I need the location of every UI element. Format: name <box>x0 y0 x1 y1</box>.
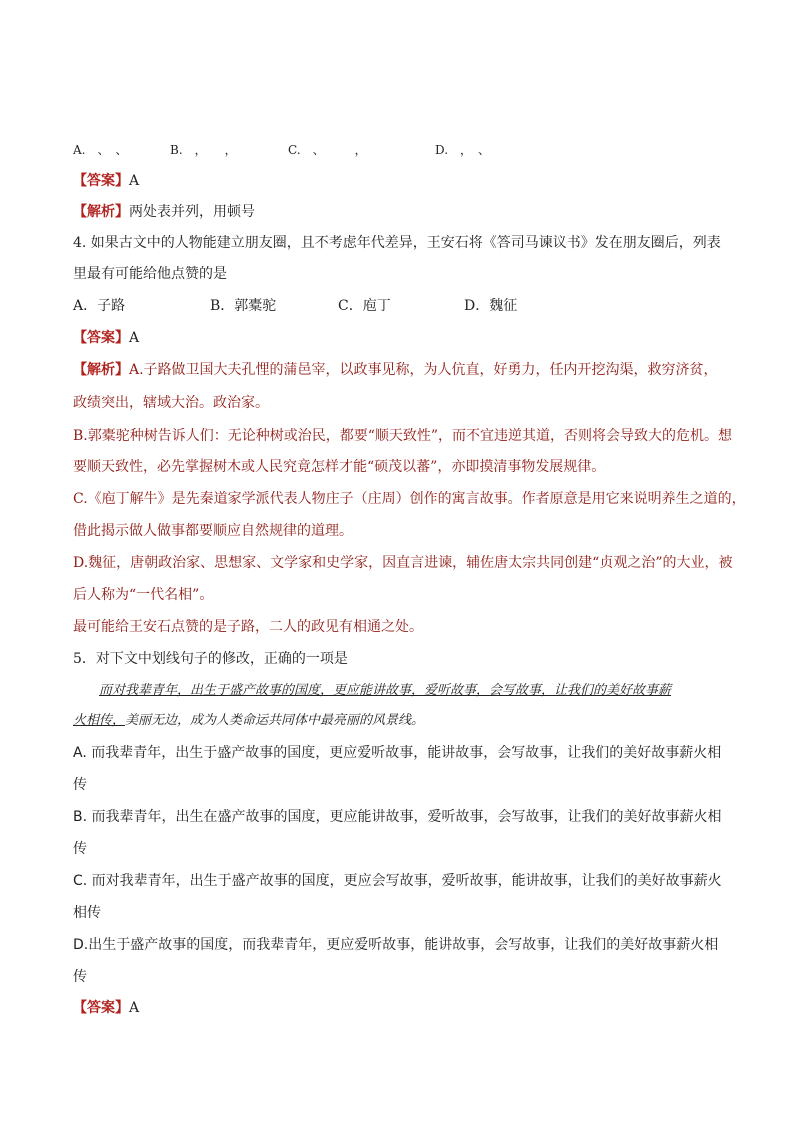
q3-analysis-line <box>73 202 255 222</box>
q4-answer: A <box>129 330 140 346</box>
q5-answer-line <box>73 998 139 1018</box>
q3-option-d: D. ， 、 <box>435 143 491 157</box>
q5-option-a-2: 传 <box>73 777 87 793</box>
q5-option-c-1: C. 而对我辈青年，出生于盛产故事的国度，更应会写故事，爱听故事，能讲故事，让我们的美好故事薪火 <box>73 873 722 889</box>
q5-answer: A <box>129 1000 140 1016</box>
q4-option-b: B．郭橐驼 <box>210 298 277 314</box>
q4-analysis-4: 要顺天致性，必先掌握树木或人民究竟怎样才能“硕茂以蕃”，亦即摸清事物发展规律。 <box>73 459 606 475</box>
q5-passage-1: 而对我辈青年，出生于盛产故事的国度，更应能讲故事，爱听故事，会写故事，让我们的美好故事薪 <box>99 683 672 698</box>
analysis-tag: 【解析】 <box>73 362 129 378</box>
answer-tag: 【答案】 <box>73 1000 129 1016</box>
q4-analysis-2: 政绩突出，辖域大治。政治家。 <box>73 395 269 411</box>
q4-analysis-5: C.《庖丁解牛》是先秦道家学派代表人物庄子（庄周）创作的寓言故事。作者原意是用它来说明养生之道的， <box>73 491 746 507</box>
q5-option-a-1: A. 而我辈青年，出生于盛产故事的国度，更应爱听故事，能讲故事，会写故事，让我们的美好故事薪火相 <box>73 745 722 761</box>
q3-option-c: C. 、 ， <box>288 143 367 157</box>
answer-tag: 【答案】 <box>73 330 129 346</box>
q4-analysis-7: D.魏征，唐朝政治家、思想家、文学家和史学家，因直言进谏，辅佐唐太宗共同创建“贞观之治”的大业，被 <box>73 555 733 571</box>
q4-analysis-line-1 <box>73 360 718 380</box>
analysis-tag: 【解析】 <box>73 204 129 220</box>
q4-analysis-1: A.子路做卫国大夫孔悝的蒲邑宰，以政事见称，为人伉直，好勇力，任内开挖沟渠，救穷济贫， <box>129 362 718 378</box>
q4-option-c: C．庖丁 <box>338 298 391 314</box>
q5-option-d-2: 传 <box>73 969 87 985</box>
q4-analysis-6: 借此揭示做人做事都要顺应自然规律的道理。 <box>73 523 353 539</box>
answer-tag: 【答案】 <box>73 173 129 189</box>
q3-analysis: 两处表并列，用顿号 <box>129 204 255 220</box>
q3-option-b: B. ， ， <box>170 143 237 157</box>
q5-passage-2: 火相传， <box>73 713 126 728</box>
q5-passage-3: 美丽无边，成为人类命运共同体中最亮丽的风景线。 <box>125 713 425 728</box>
q3-option-a: A. 、 、 <box>73 143 128 157</box>
q5-option-b-2: 传 <box>73 841 87 857</box>
q4-analysis-8: 后人称为“一代名相”。 <box>73 587 214 603</box>
q5-option-d-1: D.出生于盛产故事的国度，而我辈青年，更应爱听故事，能讲故事，会写故事，让我们的美好故事薪火相 <box>73 937 719 953</box>
q3-answer-line <box>73 171 139 191</box>
q4-stem-2: 里最有可能给他点赞的是 <box>73 266 227 282</box>
q4-option-d: D．魏征 <box>464 298 518 314</box>
q4-answer-line <box>73 328 139 348</box>
q5-stem: 5．对下文中划线句子的修改，正确的一项是 <box>73 651 348 667</box>
q4-stem-1: 4. 如果古文中的人物能建立朋友圈，且不考虑年代差异，王安石将《答司马谏议书》发在朋友圈后，列表 <box>73 235 721 251</box>
q5-option-b-1: B. 而我辈青年，出生在盛产故事的国度，更应能讲故事，爱听故事，会写故事，让我们的美好故事薪火相 <box>73 809 722 825</box>
q5-passage-line-2 <box>73 710 424 731</box>
q5-option-c-2: 相传 <box>73 905 101 921</box>
q4-analysis-9: 最可能给王安石点赞的是子路，二人的政见有相通之处。 <box>73 619 423 635</box>
q3-answer: A <box>129 173 140 189</box>
q5-passage-line-1 <box>99 680 671 701</box>
q4-option-a: A．子路 <box>73 298 126 314</box>
q4-analysis-3: B.郭橐驼种树告诉人们：无论种树或治民，都要“顺天致性”，而不宜违逆其道，否则将会导致大的危机。想 <box>73 428 733 444</box>
